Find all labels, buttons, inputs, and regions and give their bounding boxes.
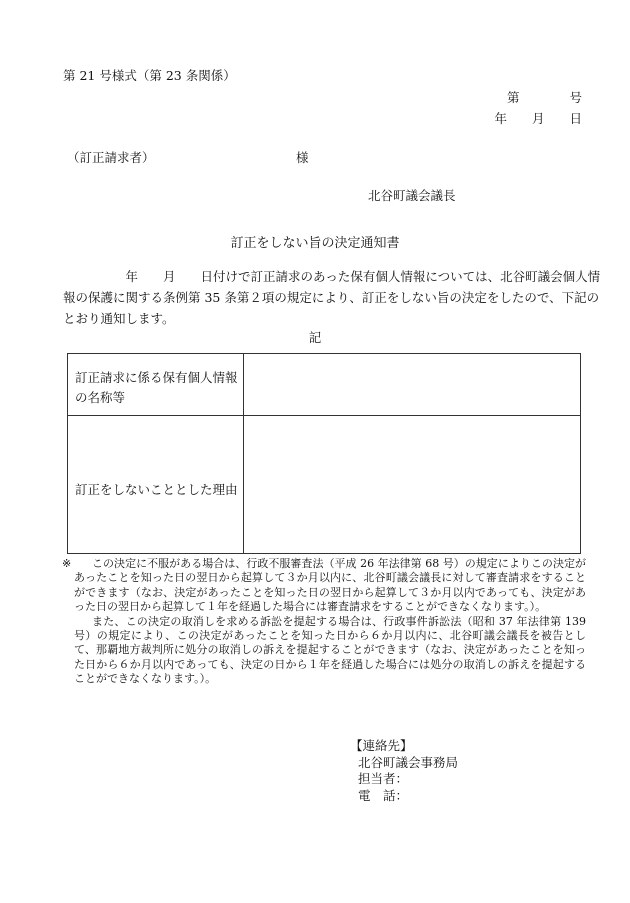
note-mark: ※ (62, 557, 72, 570)
form-number-label: 第 21 号様式（第 23 条関係） (63, 68, 236, 83)
document-title: 訂正をしない旨の決定通知書 (230, 236, 400, 251)
notice-body-line-3: とおり通知します。 (63, 311, 175, 326)
contact-office: 北谷町議会事務局 (358, 754, 459, 770)
document-number-line: 第 号 (506, 90, 582, 105)
contact-person-label: 担当者： (358, 771, 409, 786)
notice-body (63, 266, 601, 329)
table-row-divider (68, 415, 580, 416)
contact-block (350, 738, 458, 804)
issuer-name: 北谷町議会議長 (368, 188, 456, 203)
table-column-divider (243, 354, 244, 553)
contact-phone-label: 電 話： (358, 787, 409, 803)
table-row1-label: 訂正請求に係る保有個人情報の名称等 (75, 370, 238, 405)
contact-heading: 【連絡先】 (350, 738, 413, 753)
notice-body-line-1: 年 月 日付けで訂正請求のあった保有個人情報については、北谷町議会個人情 (63, 269, 601, 284)
honorific-sama: 様 (296, 150, 309, 165)
requester-label: （訂正請求者） (67, 150, 155, 165)
notice-body-line-2: 報の保護に関する条例第 35 条第２項の規定により、訂正をしない旨の決定をしたので、下記の (63, 290, 600, 305)
info-table (67, 353, 581, 554)
note-paragraph-2: また、この決定の取消しを求める訴訟を提起する場合は、行政事件訴訟法（昭和 37 年法律第 139 号）の規定により、この決定があったことを知った日から６か月以内に、北谷町議会議長を被告として、那覇地方裁判所に処分の取消しの訴えを提起することができます（なお、決定があったことを知った日から６か月以内であっても、決定の日から１年を経過した場合には処分の取消しの訴えを提起することができなくなります。）。 (74, 614, 586, 686)
ki-heading: 記 (308, 330, 322, 345)
note-paragraph-1: この決定に不服がある場合は、行政不服審査法（平成 26 年法律第 68 号）の規定によりこの決定があったことを知った日の翌日から起算して３か月以内に、北谷町議会議長に対して審査請求をすることができます（なお、決定があったことを知った日の翌日から起算して３か月以内であっても、決定があった日の翌日から起算して１年を経過した場合には審査請求をすることができなくなります。）。 (74, 557, 586, 614)
notes-section (62, 557, 586, 687)
document-date-line: 年 月 日 (494, 111, 582, 126)
table-row2-label: 訂正をしないこととした理由 (75, 482, 238, 497)
